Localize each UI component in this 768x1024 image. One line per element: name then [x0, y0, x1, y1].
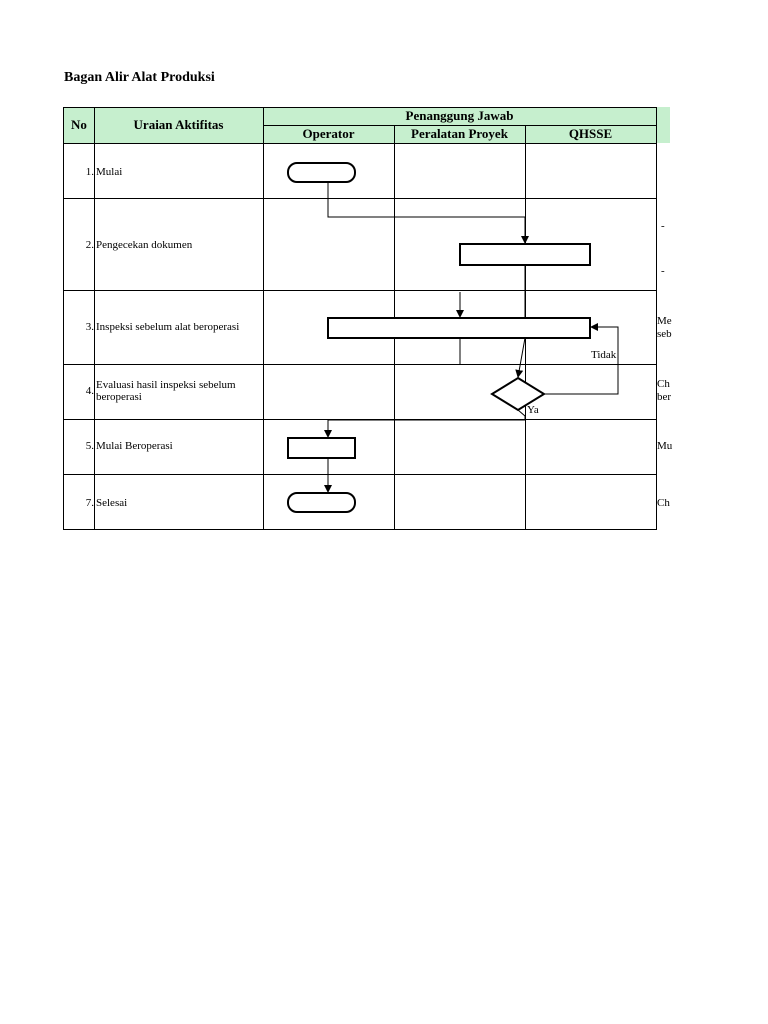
row-3-no: 3. [85, 321, 94, 333]
start-operation-process [288, 438, 355, 458]
inspection-process [328, 318, 590, 338]
decision-yes-label: Ya [527, 404, 539, 416]
header-activity-label: Uraian Aktifitas [133, 117, 224, 132]
header-responsible-label: Penanggung Jawab [405, 108, 514, 123]
decision-no-label: Tidak [591, 349, 617, 361]
note-row-2b: - [661, 265, 665, 277]
document-check-process [460, 244, 590, 265]
header-no-label: No [71, 117, 87, 132]
row-5-no: 5. [85, 440, 94, 452]
note-row-3a: Me [657, 315, 672, 327]
note-row-5: Mu [657, 440, 673, 452]
row-1-no: 1. [85, 166, 94, 178]
page-title: Bagan Alir Alat Produksi [64, 70, 215, 85]
end-terminator [288, 493, 355, 512]
row-7-activity: Selesai [96, 497, 128, 509]
connector-inspection-to-decision [518, 338, 525, 377]
row-4-activity: Evaluasi hasil inspeksi sebelum beroperasi [96, 379, 236, 403]
row-7-no: 7. [85, 497, 94, 509]
row-2-activity: Pengecekan dokumen [96, 239, 193, 251]
header-col-operator-label: Operator [302, 126, 355, 141]
row-5-activity: Mulai Beroperasi [96, 440, 173, 452]
row-3-activity: Inspeksi sebelum alat beroperasi [96, 321, 240, 333]
note-row-4b: ber [657, 391, 672, 403]
row-4-no: 4. [85, 385, 94, 397]
start-terminator [288, 163, 355, 182]
note-row-2a: - [661, 220, 665, 232]
header-col-qhsse-label: QHSSE [568, 126, 613, 141]
row-2-no: 2. [85, 239, 94, 251]
row-1-activity: Mulai [96, 166, 123, 178]
header-col-peralatan-label: Peralatan Proyek [411, 126, 508, 141]
note-row-7: Ch [657, 497, 670, 509]
note-row-4a: Ch [657, 378, 670, 390]
connector-decision-yes [328, 410, 525, 437]
connector-start-to-check [328, 182, 525, 243]
note-row-3b: seb [657, 328, 672, 340]
